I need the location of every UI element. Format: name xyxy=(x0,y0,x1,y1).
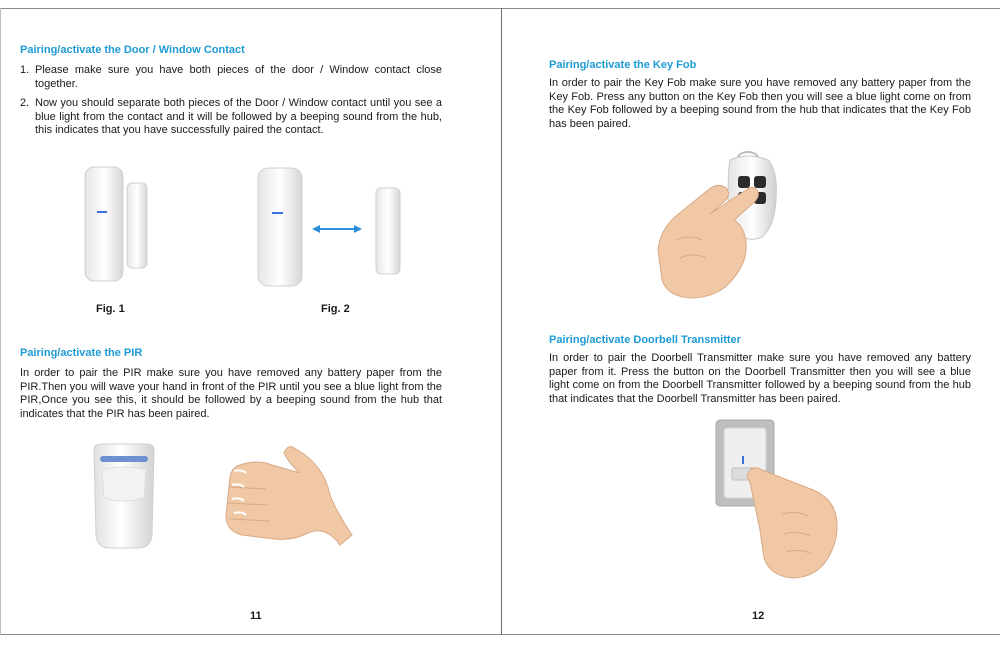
page-border-left xyxy=(0,8,1,635)
doorbell-heading: Pairing/activate Doorbell Transmitter xyxy=(549,334,741,346)
pir-sensor-icon xyxy=(88,440,160,552)
doorbell-transmitter-icon xyxy=(712,418,862,583)
door-contact-steps xyxy=(20,64,442,144)
doorbell-instructions: In order to pair the Doorbell Transmitter make sure you have removed any battery paper from it. Press the button on the Doorbell Transmitter then you will see a blue light come on from the Doorbell Transmitter followed by a beeping sound from the hub that indicates that the Doorbell Transmitter has been paired. xyxy=(549,352,971,405)
step-number: 1. xyxy=(20,64,30,76)
double-arrow-icon xyxy=(312,225,362,233)
step-item xyxy=(20,64,442,91)
pir-instructions: In order to pair the PIR make sure you have removed any battery paper from the PIR.Then you will wave your hand in front of the PIR until you see a blue light from the PIR,Once you see this, it should be followed by a beeping sound from the hub that indicates that the PIR has been paired. xyxy=(20,367,442,420)
door-window-contact-separated-icon xyxy=(250,163,410,289)
page-border-bottom xyxy=(0,634,1000,635)
door-contact-heading: Pairing/activate the Door / Window Contact xyxy=(20,44,245,56)
key-fob-icon xyxy=(650,150,790,300)
key-fob-instructions: In order to pair the Key Fob make sure you have removed any battery paper from the Key Fob. Press any button on the Key Fob then you will see a blue light come on from the Key Fob followed by a beeping sound from the hub that indicates that the Key Fob has been paired. xyxy=(549,77,971,130)
step-number: 2. xyxy=(20,97,30,109)
page-number: 12 xyxy=(752,610,765,622)
step-text: Please make sure you have both pieces of the door / Window contact close together. xyxy=(35,64,442,90)
door-window-contact-icon xyxy=(75,163,155,285)
step-item xyxy=(20,97,442,138)
waving-hand-icon xyxy=(212,435,357,550)
figure-2-label: Fig. 2 xyxy=(321,303,350,315)
step-text: Now you should separate both pieces of the Door / Window contact until you see a blue light from the contact and it will be followed by a beeping sound from the hub, this indicates that you have successfully paired the contact. xyxy=(35,97,442,136)
key-fob-heading: Pairing/activate the Key Fob xyxy=(549,59,697,71)
pir-heading: Pairing/activate the PIR xyxy=(20,347,143,359)
page-gutter xyxy=(501,8,502,635)
page-border-top xyxy=(0,8,1000,9)
figure-1-label: Fig. 1 xyxy=(96,303,125,315)
page-number: 11 xyxy=(250,610,262,622)
